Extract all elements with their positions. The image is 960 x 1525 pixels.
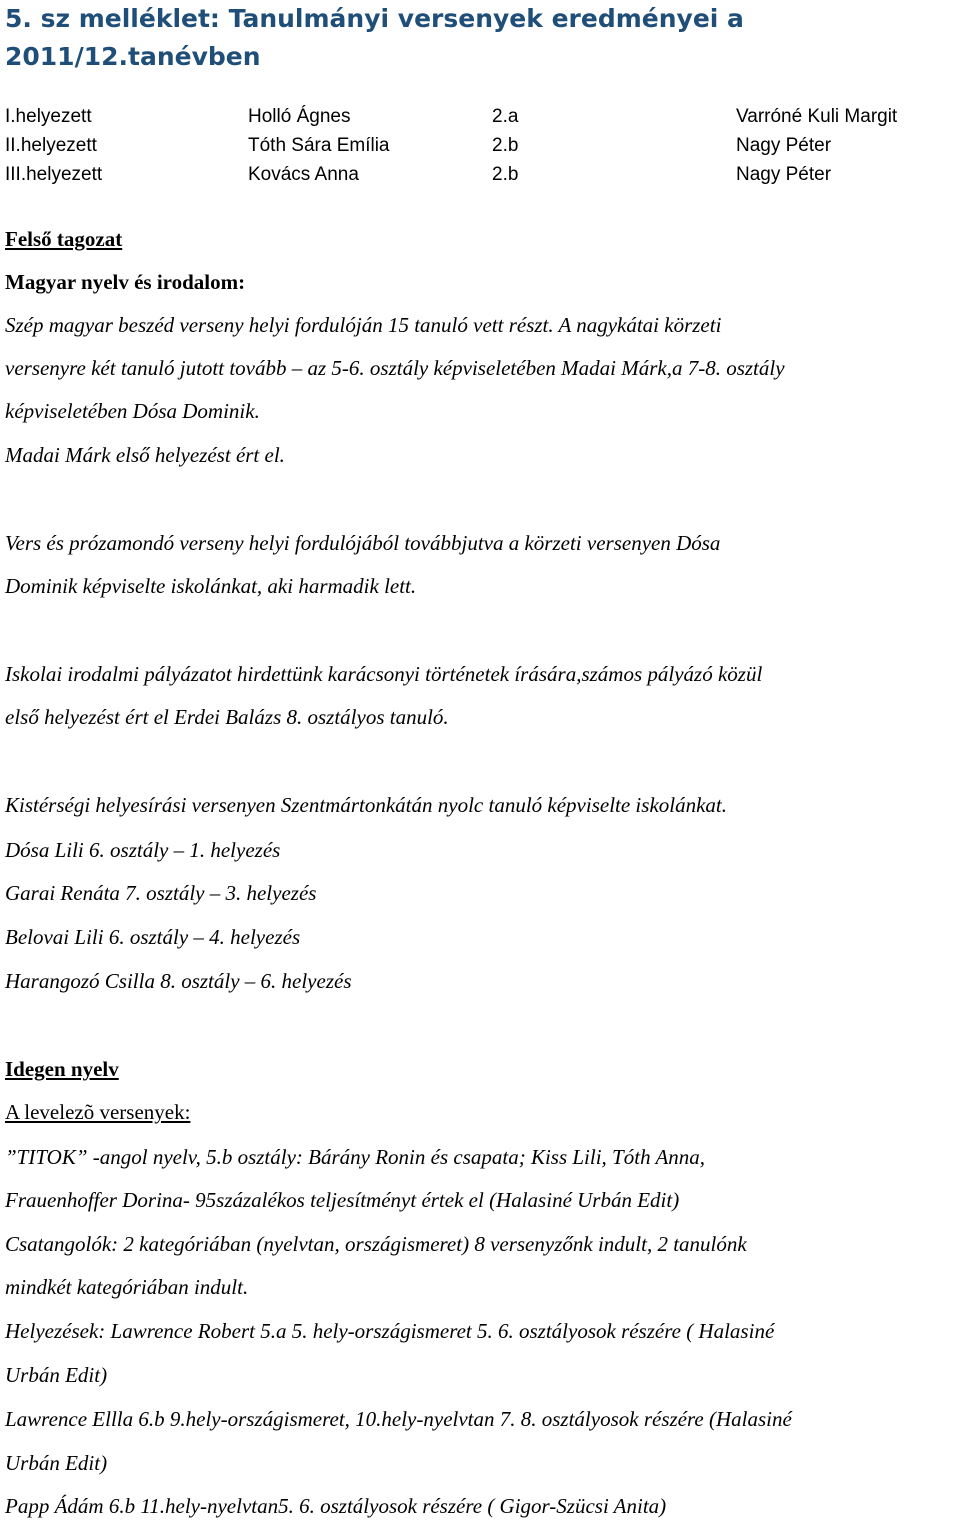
ranking-teacher: Varróné Kuli Margit — [736, 106, 898, 127]
subject-title: Magyar nyelv és irodalom: — [5, 270, 246, 294]
ranking-place: III.helyezett — [5, 164, 103, 185]
ranking-teacher: Nagy Péter — [736, 135, 832, 156]
paragraph-line: Urbán Edit) — [5, 1451, 108, 1475]
paragraph-line: Papp Ádám 6.b 11.hely-nyelvtan5. 6. osztályosok részére ( Gigor-Szücsi Anita) — [5, 1494, 667, 1518]
paragraph-line: Dominik képviselte iskolánkat, aki harmadik lett. — [5, 574, 417, 598]
paragraph-line: Vers és prózamondó verseny helyi fordulójából továbbjutva a körzeti versenyen Dósa — [5, 531, 721, 555]
page-title: 5. sz melléklet: Tanulmányi versenyek eredményei a 2011/12.tanévben — [5, 4, 744, 71]
paragraph-line: képviseletében Dósa Dominik. — [5, 399, 260, 423]
paragraph-line: Lawrence Ellla 6.b 9.hely-országismeret, 10.hely-nyelvtan 7. 8. osztályosok részére (Halasiné — [5, 1407, 792, 1431]
ranking-name: Kovács Anna — [248, 164, 359, 185]
paragraph-line: Helyezések: Lawrence Robert 5.a 5. hely-országismeret 5. 6. osztályosok részére ( Halasiné — [5, 1319, 775, 1343]
ranking-teacher: Nagy Péter — [736, 164, 832, 185]
paragraph-line: Szép magyar beszéd verseny helyi fordulóján 15 tanuló vett részt. A nagykátai körzeti — [5, 313, 722, 337]
paragraph-line: Madai Márk első helyezést ért el. — [5, 443, 285, 467]
result-line: Dósa Lili 6. osztály – 1. helyezés — [5, 838, 281, 862]
paragraph-line: versenyre két tanuló jutott tovább – az 5-6. osztály képviseletében Madai Márk,a 7-8. osztály — [5, 356, 785, 380]
result-line: Garai Renáta 7. osztály – 3. helyezés — [5, 881, 317, 905]
paragraph-line: ”TITOK” -angol nyelv, 5.b osztály: Bárány Ronin és csapata; Kiss Lili, Tóth Anna, — [5, 1145, 706, 1169]
subsection-title: A levelezõ versenyek: — [5, 1100, 191, 1124]
ranking-class: 2.b — [492, 164, 519, 185]
ranking-row — [5, 132, 955, 160]
ranking-place: I.helyezett — [5, 106, 92, 127]
paragraph-line: Urbán Edit) — [5, 1363, 108, 1387]
ranking-row — [5, 161, 955, 189]
ranking-name: Tóth Sára Emília — [248, 135, 390, 156]
paragraph-line: Csatangolók: 2 kategóriában (nyelvtan, országismeret) 8 versenyzőnk indult, 2 tanulónk — [5, 1232, 747, 1256]
section-title-idegen: Idegen nyelv — [5, 1057, 119, 1081]
paragraph-line: Kistérségi helyesírási versenyen Szentmártonkátán nyolc tanuló képviselte iskolánkat. — [5, 793, 727, 817]
result-line: Harangozó Csilla 8. osztály – 6. helyezés — [5, 969, 352, 993]
ranking-name: Holló Ágnes — [248, 106, 351, 127]
section-title-felso: Felső tagozat — [5, 227, 123, 251]
ranking-row — [5, 103, 955, 131]
ranking-class: 2.b — [492, 135, 519, 156]
paragraph-line: mindkét kategóriában indult. — [5, 1275, 249, 1299]
ranking-place: II.helyezett — [5, 135, 97, 156]
paragraph-line: Frauenhoffer Dorina- 95százalékos teljesítményt értek el (Halasiné Urbán Edit) — [5, 1188, 680, 1212]
ranking-class: 2.a — [492, 106, 519, 127]
paragraph-line: Iskolai irodalmi pályázatot hirdettünk karácsonyi történetek írására,számos pályázó közül — [5, 662, 763, 686]
paragraph-line: első helyezést ért el Erdei Balázs 8. osztályos tanuló. — [5, 705, 449, 729]
result-line: Belovai Lili 6. osztály – 4. helyezés — [5, 925, 301, 949]
